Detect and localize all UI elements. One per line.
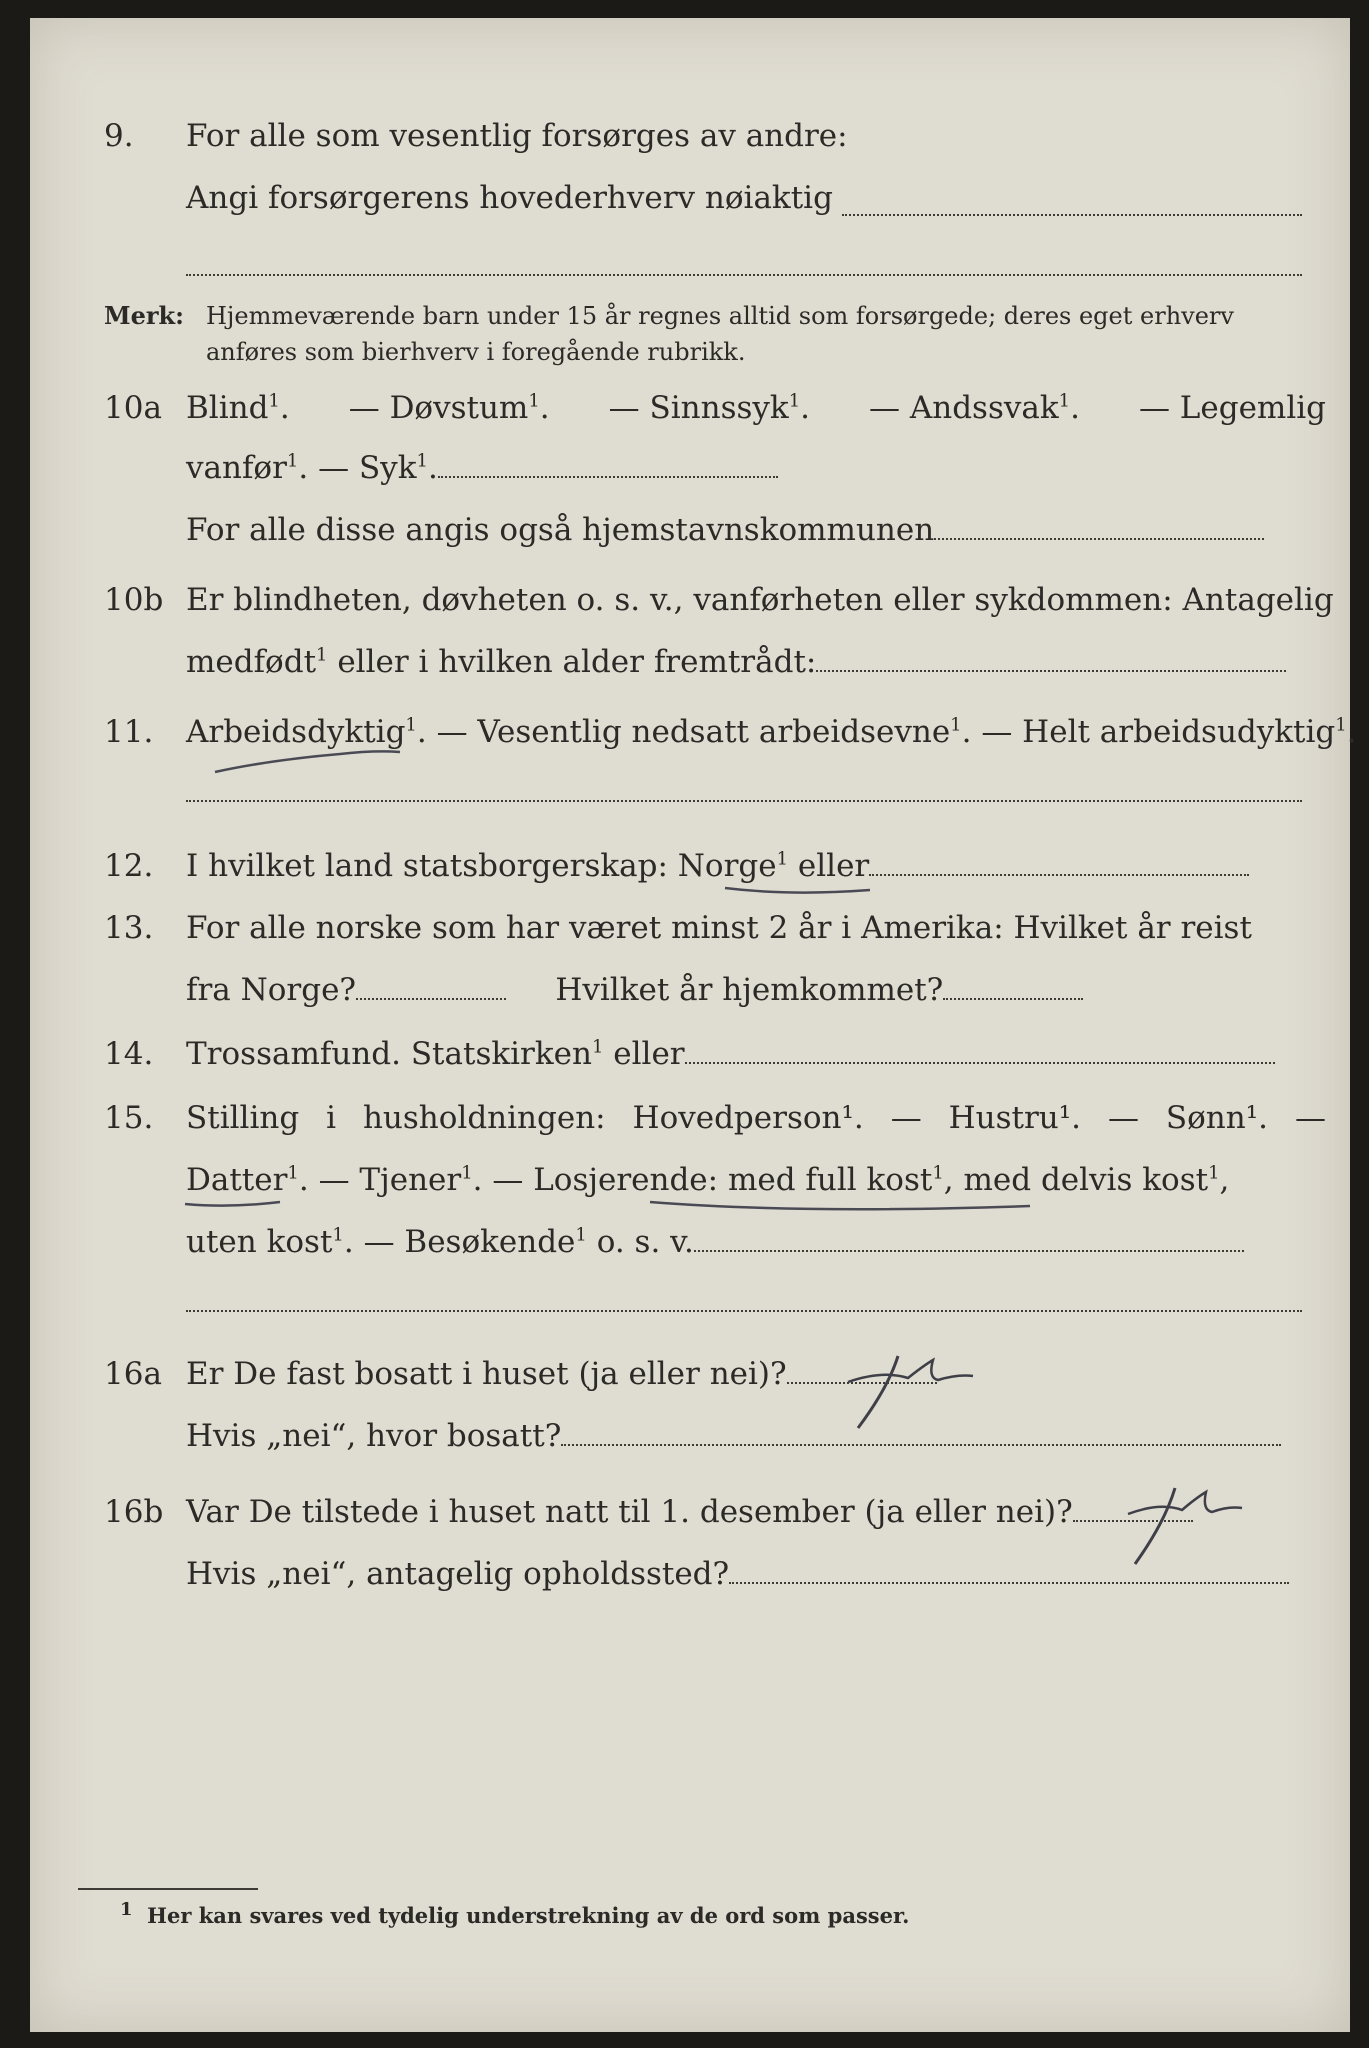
q9-prompt: Angi forsørgerens hovederhverv nøiaktig bbox=[186, 180, 833, 216]
option-andssvak: — Andssvak$^1$. bbox=[869, 390, 1080, 426]
datter-losjerende-underline-marks bbox=[180, 1194, 1040, 1218]
q15-options-line2: Datter$^1$. — Tjener$^1$. — Losjerende: med full kost$^1$, med delvis kost$^1$, bbox=[186, 1162, 1230, 1198]
footnote bbox=[120, 1899, 910, 1928]
q15-options-line3: uten kost$^1$. — Besøkende$^1$ o. s. v. bbox=[186, 1222, 1244, 1262]
syk-answer-line bbox=[438, 448, 778, 478]
trossamfund-answer-line bbox=[685, 1034, 1275, 1064]
option-datter: Datter bbox=[186, 1162, 288, 1198]
option-arbeidsdyktig: Arbeidsdyktig bbox=[186, 714, 406, 750]
q10b-question: Er blindheten, døvheten o. s. v., vanførheten eller sykdommen: Antagelig bbox=[186, 582, 1334, 618]
arbeidsdyktig-underline-mark bbox=[210, 742, 410, 782]
census-form-page bbox=[30, 18, 1357, 2032]
stilling-answer-line bbox=[694, 1222, 1244, 1252]
footnote-rule bbox=[78, 1888, 258, 1890]
q14-number: 14. bbox=[104, 1036, 154, 1072]
option-statskirken: Statskirken bbox=[410, 1036, 592, 1072]
norge-underline-mark bbox=[720, 880, 880, 900]
q10a-options bbox=[186, 388, 1326, 428]
merk-text: Hjemmeværende barn under 15 år regnes alltid som forsørgede; deres eget erhverv bbox=[206, 302, 1234, 330]
q16a-prompt: Hvis „nei“, hvor bosatt? bbox=[186, 1416, 1281, 1456]
q13-question: For alle norske som har været minst 2 år i Amerika: Hvilket år reist bbox=[186, 910, 1252, 946]
q10a-number: 10a bbox=[104, 390, 162, 426]
hjemkommet-answer-line bbox=[943, 970, 1083, 1000]
q16b-question: Var De tilstede i huset natt til 1. desember (ja eller nei)? bbox=[186, 1492, 1193, 1532]
q16a-number: 16a bbox=[104, 1356, 162, 1392]
footnote-text: Her kan svares ved tydelig understrekning av de ord som passer. bbox=[147, 1903, 910, 1928]
q13-line2-text: fra Norge? Hvilket år hjemkommet? bbox=[186, 970, 1083, 1010]
statsborgerskap-answer-line bbox=[869, 846, 1249, 876]
option-sinnssyk: — Sinnssyk$^1$. bbox=[608, 390, 811, 426]
hvor-bosatt-answer-line bbox=[561, 1416, 1281, 1446]
q14-text: Trossamfund. Statskirken$^1$ eller bbox=[186, 1034, 1275, 1074]
merk-text-2: anføres som bierhverv i foregående rubrikk. bbox=[206, 338, 746, 366]
opholdssted-answer-line bbox=[729, 1554, 1289, 1584]
q16b-prompt: Hvis „nei“, antagelig opholdssted? bbox=[186, 1554, 1289, 1594]
q9-number: 9. bbox=[104, 118, 134, 154]
q15-number: 15. bbox=[104, 1100, 154, 1136]
q11-options: Arbeidsdyktig$^1$. — Vesentlig nedsatt arbeidsevne$^1$. — Helt arbeidsudyktig$^1$. bbox=[186, 714, 1357, 750]
option-med-full-kost: med full kost bbox=[727, 1162, 933, 1198]
q16a-question: Er De fast bosatt i huset (ja eller nei)? bbox=[186, 1354, 937, 1394]
q9-question: For alle som vesentlig forsørges av andre: bbox=[186, 118, 848, 154]
option-norge: Norge bbox=[677, 848, 777, 884]
q15-answer-line bbox=[186, 1308, 1302, 1312]
q13-number: 13. bbox=[104, 910, 154, 946]
q11-number: 11. bbox=[104, 714, 154, 750]
q10b-number: 10b bbox=[104, 582, 164, 618]
reist-answer-line bbox=[356, 970, 506, 1000]
q10b-line2-text: medfødt$^1$ eller i hvilken alder fremtrådt: bbox=[186, 642, 1286, 682]
footnote-mark: 1 bbox=[120, 1899, 133, 1920]
option-blind: Blind$^1$. bbox=[186, 390, 290, 426]
q12-text: I hvilket land statsborgerskap: Norge$^1$ eller bbox=[186, 846, 1249, 886]
q10a-line2-text: vanfør$^1$. — Syk$^1$. bbox=[186, 448, 778, 488]
fremtradt-answer-line bbox=[816, 642, 1286, 672]
option-legemlig: — Legemlig bbox=[1138, 390, 1326, 426]
q10a-line3-text: For alle disse angis også hjemstavnskommunen bbox=[186, 510, 1264, 550]
q16b-number: 16b bbox=[104, 1494, 164, 1530]
q12-number: 12. bbox=[104, 848, 154, 884]
q9-answer-line-2 bbox=[186, 272, 1302, 276]
hjemstavn-answer-line bbox=[934, 510, 1264, 540]
q15-options-line1: Stilling i husholdningen: Hovedperson¹. — Hustru¹. — Sønn¹. — bbox=[186, 1100, 1326, 1136]
merk-label: Merk: bbox=[104, 301, 184, 330]
q11-answer-line bbox=[186, 798, 1302, 802]
option-dovstum: — Døvstum$^1$. bbox=[348, 390, 550, 426]
q9-answer-line bbox=[842, 212, 1302, 216]
